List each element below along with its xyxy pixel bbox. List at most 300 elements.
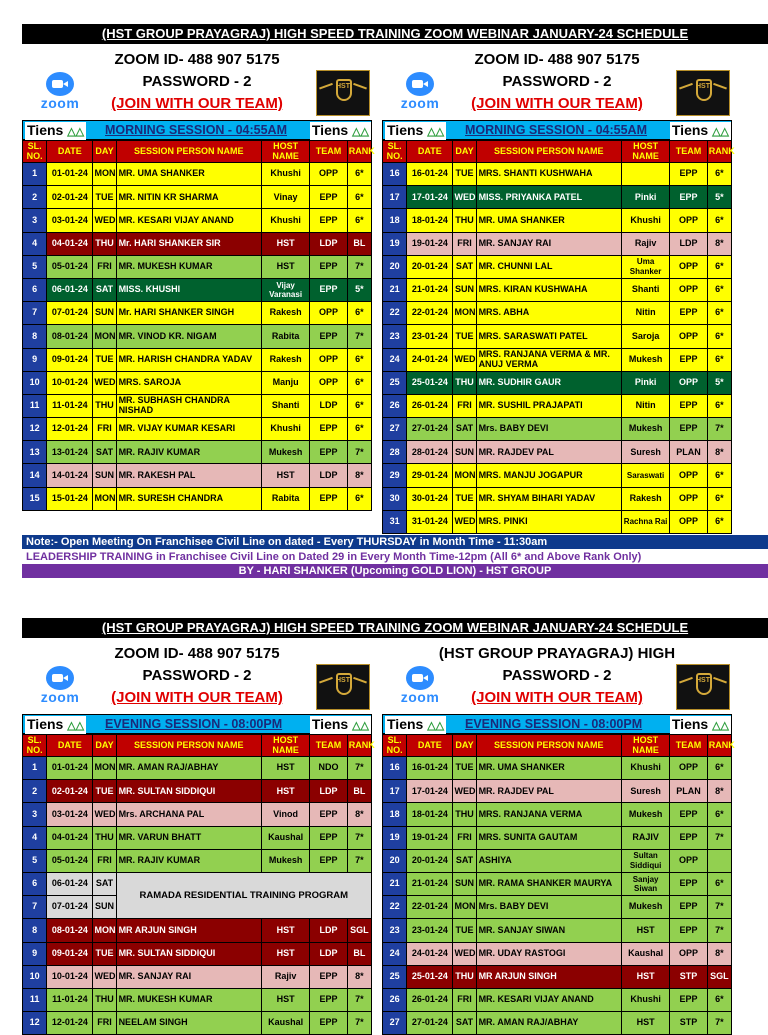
cell-name: MR. RAKESH PAL xyxy=(116,464,261,487)
cell-name: MR. RAJDEV PAL xyxy=(476,441,621,464)
cell-host: HST xyxy=(261,255,309,278)
cell-rank: 8* xyxy=(707,942,731,965)
cell-sl: 11 xyxy=(23,394,47,417)
cell-team: OPP xyxy=(670,464,707,487)
cell-name: MRS. SUNITA GAUTAM xyxy=(476,826,621,849)
column-header-date: DATE xyxy=(407,735,453,757)
panel-header xyxy=(22,640,372,714)
brand-text: Tiens xyxy=(671,122,709,138)
zoom-logo-text: zoom xyxy=(400,95,440,111)
cell-name: Mrs. ARCHANA PAL xyxy=(116,803,261,826)
cell-day: FRI xyxy=(93,255,116,278)
morning-right-panel xyxy=(382,46,735,534)
cell-team: OPP xyxy=(670,942,707,965)
cell-team: OPP xyxy=(670,209,707,232)
cell-rank: 7* xyxy=(347,826,371,849)
column-header-team: TEAM xyxy=(310,735,347,757)
cell-team: OPP xyxy=(310,302,347,325)
cell-host: HST xyxy=(261,919,309,942)
cell-name: MISS. KHUSHI xyxy=(116,278,261,301)
brand-text: Tiens xyxy=(27,716,64,732)
cell-rank: BL xyxy=(347,942,371,965)
cell-date: 01-01-24 xyxy=(47,757,93,780)
cell-host: HST xyxy=(621,919,669,942)
session-title: EVENING SESSION - 08:00PM xyxy=(465,717,643,731)
cell-rank: 5* xyxy=(347,278,371,301)
table-row xyxy=(383,255,732,278)
table-row xyxy=(383,302,732,325)
cell-host: Rabita xyxy=(261,325,309,348)
cell-day: SAT xyxy=(93,441,116,464)
cell-host: Rabita xyxy=(261,487,309,510)
cell-name: MR ARJUN SINGH xyxy=(476,965,621,988)
cell-host: Shanti xyxy=(261,394,309,417)
cell-host: Suresh xyxy=(621,441,669,464)
cell-rank: 8* xyxy=(707,780,731,803)
brand-text: Tiens xyxy=(311,122,349,138)
cell-day: TUE xyxy=(93,348,116,371)
cell-team: EPP xyxy=(310,803,347,826)
note-open-meeting: Note:- Open Meeting On Franchisee Civil Line on dated - Every THURSDAY in Month Time - 11:30am xyxy=(22,535,768,549)
cell-date: 24-01-24 xyxy=(407,942,453,965)
cell-day: SUN xyxy=(93,896,116,919)
cell-day: WED xyxy=(93,371,116,394)
cell-rank: 7* xyxy=(347,988,371,1011)
cell-day: WED xyxy=(453,348,476,371)
cell-sl: 21 xyxy=(383,872,407,895)
cell-sl: 14 xyxy=(23,464,47,487)
cell-rank: 7* xyxy=(347,441,371,464)
zoom-logo-icon xyxy=(390,666,450,706)
cell-sl: 23 xyxy=(383,919,407,942)
table-row xyxy=(23,757,372,780)
schedule-title: (HST GROUP PRAYAGRAJ) HIGH SPEED TRAINING ZOOM WEBINAR JANUARY-24 SCHEDULE xyxy=(22,618,768,638)
cell-name: MR. VIJAY KUMAR KESARI xyxy=(116,418,261,441)
cell-sl: 11 xyxy=(23,988,47,1011)
table-row xyxy=(23,348,372,371)
cell-host: Suresh xyxy=(621,780,669,803)
table-row xyxy=(383,371,732,394)
cell-team: EPP xyxy=(310,418,347,441)
cell-sl: 25 xyxy=(383,371,407,394)
cell-day: SUN xyxy=(453,278,476,301)
cell-sl: 6 xyxy=(23,872,47,895)
tiens-logo-icon: Tiens △△ xyxy=(671,122,729,138)
table-header-row xyxy=(23,141,372,163)
table-header-row xyxy=(383,141,732,163)
cell-day: MON xyxy=(453,302,476,325)
cell-host: Mukesh xyxy=(621,418,669,441)
cell-name: MR. SUDHIR GAUR xyxy=(476,371,621,394)
cell-host: Shanti xyxy=(621,278,669,301)
tiens-logo-icon: Tiens △△ xyxy=(387,122,445,138)
session-title: EVENING SESSION - 08:00PM xyxy=(105,717,283,731)
cell-team: EPP xyxy=(670,394,707,417)
cell-host: HST xyxy=(261,780,309,803)
cell-date: 05-01-24 xyxy=(47,849,93,872)
table-row xyxy=(23,780,372,803)
table-row xyxy=(383,757,732,780)
note-byline: BY - HARI SHANKER (Upcoming GOLD LION) - HST GROUP xyxy=(22,564,768,578)
cell-host: Vinay xyxy=(261,186,309,209)
cell-name: MR. MUKESH KUMAR xyxy=(116,255,261,278)
cell-day: THU xyxy=(93,826,116,849)
cell-sl: 26 xyxy=(383,394,407,417)
cell-date: 27-01-24 xyxy=(407,1012,453,1035)
cell-rank: 6* xyxy=(707,255,731,278)
cell-sl: 7 xyxy=(23,896,47,919)
column-header-rank: RANK xyxy=(707,735,731,757)
join-text: (JOIN WITH OUR TEAM) xyxy=(471,95,643,112)
cell-date: 09-01-24 xyxy=(47,348,93,371)
column-header-rank: RANK xyxy=(347,141,371,163)
cell-rank: 7* xyxy=(347,849,371,872)
cell-date: 30-01-24 xyxy=(407,487,453,510)
cell-host: Mukesh xyxy=(621,803,669,826)
cell-team: LDP xyxy=(670,232,707,255)
cell-rank: 6* xyxy=(707,302,731,325)
cell-rank: 6* xyxy=(707,487,731,510)
cell-host: HST xyxy=(261,988,309,1011)
cell-rank: 7* xyxy=(707,919,731,942)
cell-team: LDP xyxy=(310,919,347,942)
cell-sl: 19 xyxy=(383,232,407,255)
cell-date: 16-01-24 xyxy=(407,757,453,780)
cell-sl: 25 xyxy=(383,965,407,988)
cell-host: Kaushal xyxy=(261,1012,309,1035)
cell-team: EPP xyxy=(310,325,347,348)
cell-name: MISS. PRIYANKA PATEL xyxy=(476,186,621,209)
cell-team: OPP xyxy=(670,278,707,301)
cell-name: MR. VARUN BHATT xyxy=(116,826,261,849)
cell-host: HST xyxy=(621,1012,669,1035)
cell-date: 12-01-24 xyxy=(47,1012,93,1035)
cell-sl: 20 xyxy=(383,849,407,872)
cell-sl: 17 xyxy=(383,186,407,209)
join-text: (JOIN WITH OUR TEAM) xyxy=(111,95,283,112)
column-header-sl: SL. NO. xyxy=(383,141,407,163)
cell-date: 11-01-24 xyxy=(47,394,93,417)
table-row xyxy=(23,418,372,441)
cell-host: Vijay Varanasi xyxy=(261,278,309,301)
column-header-host: HOST NAME xyxy=(261,735,309,757)
cell-host: Rakesh xyxy=(261,302,309,325)
cell-rank xyxy=(707,849,731,872)
cell-name: MRS. ABHA xyxy=(476,302,621,325)
cell-rank: 6* xyxy=(707,872,731,895)
cell-date: 02-01-24 xyxy=(47,186,93,209)
hst-emblem-icon xyxy=(316,664,370,710)
cell-name: MR. SULTAN SIDDIQUI xyxy=(116,942,261,965)
zoom-id: ZOOM ID- 488 907 5175 xyxy=(114,645,280,662)
cell-day: WED xyxy=(453,780,476,803)
cell-date: 31-01-24 xyxy=(407,510,453,533)
cell-day: SAT xyxy=(453,418,476,441)
cell-host: Rakesh xyxy=(261,348,309,371)
tiens-logo-icon: Tiens △△ xyxy=(27,716,85,732)
cell-team: PLAN xyxy=(670,441,707,464)
cell-rank: 8* xyxy=(347,965,371,988)
morning-left-panel xyxy=(22,46,375,511)
cell-host: HST xyxy=(261,757,309,780)
table-row xyxy=(23,464,372,487)
cell-name: MR. SURESH CHANDRA xyxy=(116,487,261,510)
table-row xyxy=(383,919,732,942)
table-row xyxy=(23,255,372,278)
cell-day: FRI xyxy=(453,826,476,849)
cell-rank: 7* xyxy=(707,418,731,441)
tiens-logo-icon: Tiens △△ xyxy=(671,716,729,732)
column-header-rank: RANK xyxy=(707,141,731,163)
cell-sl: 18 xyxy=(383,209,407,232)
cell-host: Kaushal xyxy=(261,826,309,849)
cell-rank: 5* xyxy=(707,186,731,209)
emblem-text: HST xyxy=(696,677,710,684)
cell-day: TUE xyxy=(93,942,116,965)
cell-date: 13-01-24 xyxy=(47,441,93,464)
cell-day: MON xyxy=(453,464,476,487)
cell-host: Rajiv xyxy=(621,232,669,255)
column-header-sl: SL. NO. xyxy=(23,735,47,757)
cell-sl: 19 xyxy=(383,826,407,849)
cell-date: 23-01-24 xyxy=(407,919,453,942)
cell-name: MR. MUKESH KUMAR xyxy=(116,988,261,1011)
cell-date: 11-01-24 xyxy=(47,988,93,1011)
cell-day: SUN xyxy=(93,464,116,487)
cell-date: 23-01-24 xyxy=(407,325,453,348)
cell-date: 20-01-24 xyxy=(407,255,453,278)
cell-host: Kaushal xyxy=(621,942,669,965)
table-row xyxy=(23,371,372,394)
table-row xyxy=(23,278,372,301)
column-header-day: DAY xyxy=(93,141,116,163)
cell-day: TUE xyxy=(93,780,116,803)
cell-date: 08-01-24 xyxy=(47,325,93,348)
cell-date: 20-01-24 xyxy=(407,849,453,872)
cell-team: LDP xyxy=(310,232,347,255)
table-row xyxy=(23,487,372,510)
cell-host: Nitin xyxy=(621,394,669,417)
zoom-logo-text: zoom xyxy=(40,95,80,111)
cell-day: MON xyxy=(93,163,116,186)
cell-day: SAT xyxy=(93,872,116,895)
table-row xyxy=(383,510,732,533)
cell-date: 26-01-24 xyxy=(407,394,453,417)
cell-sl: 12 xyxy=(23,1012,47,1035)
cell-rank: SGL xyxy=(707,965,731,988)
cell-rank: 6* xyxy=(707,278,731,301)
cell-rank: 7* xyxy=(347,1012,371,1035)
table-row xyxy=(383,988,732,1011)
column-header-host: HOST NAME xyxy=(261,141,309,163)
cell-date: 26-01-24 xyxy=(407,988,453,1011)
cell-day: FRI xyxy=(453,232,476,255)
table-row xyxy=(23,919,372,942)
cell-rank: 6* xyxy=(347,371,371,394)
tiens-logo-icon: Tiens △△ xyxy=(311,716,369,732)
table-row xyxy=(383,780,732,803)
cell-sl: 7 xyxy=(23,302,47,325)
cell-team: EPP xyxy=(310,278,347,301)
cell-team: OPP xyxy=(670,325,707,348)
cell-rank: 7* xyxy=(347,757,371,780)
table-row xyxy=(383,186,732,209)
cell-rank: 6* xyxy=(347,302,371,325)
cell-host: Mukesh xyxy=(621,348,669,371)
alt-title: (HST GROUP PRAYAGRAJ) HIGH xyxy=(438,645,676,662)
table-row xyxy=(23,988,372,1011)
cell-team: EPP xyxy=(310,1012,347,1035)
cell-team: EPP xyxy=(670,872,707,895)
cell-date: 14-01-24 xyxy=(47,464,93,487)
session-title: MORNING SESSION - 04:55AM xyxy=(105,123,287,137)
cell-sl: 20 xyxy=(383,255,407,278)
cell-name: NEELAM SINGH xyxy=(116,1012,261,1035)
cell-date: 17-01-24 xyxy=(407,780,453,803)
table-row xyxy=(383,325,732,348)
cell-rank: 8* xyxy=(707,441,731,464)
schedule-title: (HST GROUP PRAYAGRAJ) HIGH SPEED TRAINING ZOOM WEBINAR JANUARY-24 SCHEDULE xyxy=(22,24,768,44)
cell-name: MRS. RANJANA VERMA & MR. ANUJ VERMA xyxy=(476,348,621,371)
table-row xyxy=(23,1012,372,1035)
cell-date: 09-01-24 xyxy=(47,942,93,965)
table-row xyxy=(383,209,732,232)
table-row xyxy=(23,186,372,209)
cell-day: TUE xyxy=(93,186,116,209)
cell-sl: 29 xyxy=(383,464,407,487)
cell-day: SUN xyxy=(453,872,476,895)
cell-rank: 6* xyxy=(707,464,731,487)
cell-sl: 13 xyxy=(23,441,47,464)
cell-name: MR. RAMA SHANKER MAURYA xyxy=(476,872,621,895)
column-header-team: TEAM xyxy=(670,141,707,163)
cell-host: Khushi xyxy=(261,209,309,232)
cell-day: WED xyxy=(93,209,116,232)
cell-date: 06-01-24 xyxy=(47,872,93,895)
cell-sl: 26 xyxy=(383,988,407,1011)
session-bar xyxy=(22,120,372,140)
column-header-name: SESSION PERSON NAME xyxy=(476,141,621,163)
cell-day: THU xyxy=(453,803,476,826)
column-header-rank: RANK xyxy=(347,735,371,757)
cell-date: 28-01-24 xyxy=(407,441,453,464)
cell-team: EPP xyxy=(310,826,347,849)
cell-team: EPP xyxy=(310,965,347,988)
cell-date: 06-01-24 xyxy=(47,278,93,301)
cell-team: EPP xyxy=(310,988,347,1011)
zoom-logo-text: zoom xyxy=(40,689,80,705)
cell-day: WED xyxy=(453,942,476,965)
cell-sl: 10 xyxy=(23,371,47,394)
cell-rank: 6* xyxy=(707,988,731,1011)
cell-date: 02-01-24 xyxy=(47,780,93,803)
cell-name: MR ARJUN SINGH xyxy=(116,919,261,942)
cell-sl: 15 xyxy=(23,487,47,510)
cell-sl: 24 xyxy=(383,942,407,965)
column-header-sl: SL. NO. xyxy=(383,735,407,757)
ramada-program-cell: RAMADA RESIDENTIAL TRAINING PROGRAM xyxy=(116,872,371,918)
cell-host: HST xyxy=(261,942,309,965)
cell-team: PLAN xyxy=(670,780,707,803)
cell-day: TUE xyxy=(453,325,476,348)
cell-sl: 2 xyxy=(23,186,47,209)
cell-rank: 6* xyxy=(347,418,371,441)
cell-rank: 8* xyxy=(707,232,731,255)
table-row xyxy=(23,209,372,232)
cell-name: MR. HARISH CHANDRA YADAV xyxy=(116,348,261,371)
column-header-day: DAY xyxy=(453,735,476,757)
cell-host: HST xyxy=(261,232,309,255)
cell-rank: 6* xyxy=(347,348,371,371)
cell-team: OPP xyxy=(310,348,347,371)
cell-day: THU xyxy=(93,232,116,255)
session-bar xyxy=(382,120,732,140)
evening-right-panel xyxy=(382,640,735,1035)
cell-date: 10-01-24 xyxy=(47,965,93,988)
cell-host: Uma Shanker xyxy=(621,255,669,278)
cell-date: 07-01-24 xyxy=(47,896,93,919)
cell-name: MRS. MANJU JOGAPUR xyxy=(476,464,621,487)
cell-day: MON xyxy=(453,896,476,919)
cell-sl: 1 xyxy=(23,163,47,186)
table-row xyxy=(23,232,372,255)
cell-name: MRS. SAROJA xyxy=(116,371,261,394)
column-header-day: DAY xyxy=(93,735,116,757)
cell-day: WED xyxy=(93,965,116,988)
cell-sl: 31 xyxy=(383,510,407,533)
schedule-table xyxy=(22,734,375,1035)
cell-day: THU xyxy=(93,988,116,1011)
cell-day: SUN xyxy=(93,302,116,325)
column-header-day: DAY xyxy=(453,141,476,163)
cell-team: LDP xyxy=(310,394,347,417)
table-row xyxy=(383,803,732,826)
hst-emblem-icon xyxy=(676,664,730,710)
cell-team: EPP xyxy=(670,418,707,441)
cell-sl: 27 xyxy=(383,418,407,441)
cell-team: LDP xyxy=(310,780,347,803)
column-header-team: TEAM xyxy=(670,735,707,757)
cell-name: MRS. SARASWATI PATEL xyxy=(476,325,621,348)
cell-rank: 7* xyxy=(707,1012,731,1035)
cell-host: Rachna Rai xyxy=(621,510,669,533)
cell-day: FRI xyxy=(453,988,476,1011)
join-text: (JOIN WITH OUR TEAM) xyxy=(111,689,283,706)
cell-name: MR. UDAY RASTOGI xyxy=(476,942,621,965)
cell-sl: 21 xyxy=(383,278,407,301)
cell-team: EPP xyxy=(670,803,707,826)
cell-day: SAT xyxy=(453,849,476,872)
cell-team: LDP xyxy=(310,464,347,487)
cell-team: EPP xyxy=(310,441,347,464)
cell-rank: 6* xyxy=(347,209,371,232)
cell-rank: 8* xyxy=(347,803,371,826)
cell-name: MR. SANJAY RAI xyxy=(116,965,261,988)
cell-day: FRI xyxy=(453,394,476,417)
table-row xyxy=(383,965,732,988)
cell-name: MR. SULTAN SIDDIQUI xyxy=(116,780,261,803)
table-row xyxy=(383,394,732,417)
table-row xyxy=(383,232,732,255)
cell-name: MRS. PINKI xyxy=(476,510,621,533)
cell-sl: 17 xyxy=(383,780,407,803)
cell-rank: 6* xyxy=(707,803,731,826)
cell-day: FRI xyxy=(93,849,116,872)
brand-text: Tiens xyxy=(27,122,64,138)
table-row xyxy=(383,849,732,872)
zoom-password: PASSWORD - 2 xyxy=(502,667,612,684)
panel-header xyxy=(382,640,732,714)
